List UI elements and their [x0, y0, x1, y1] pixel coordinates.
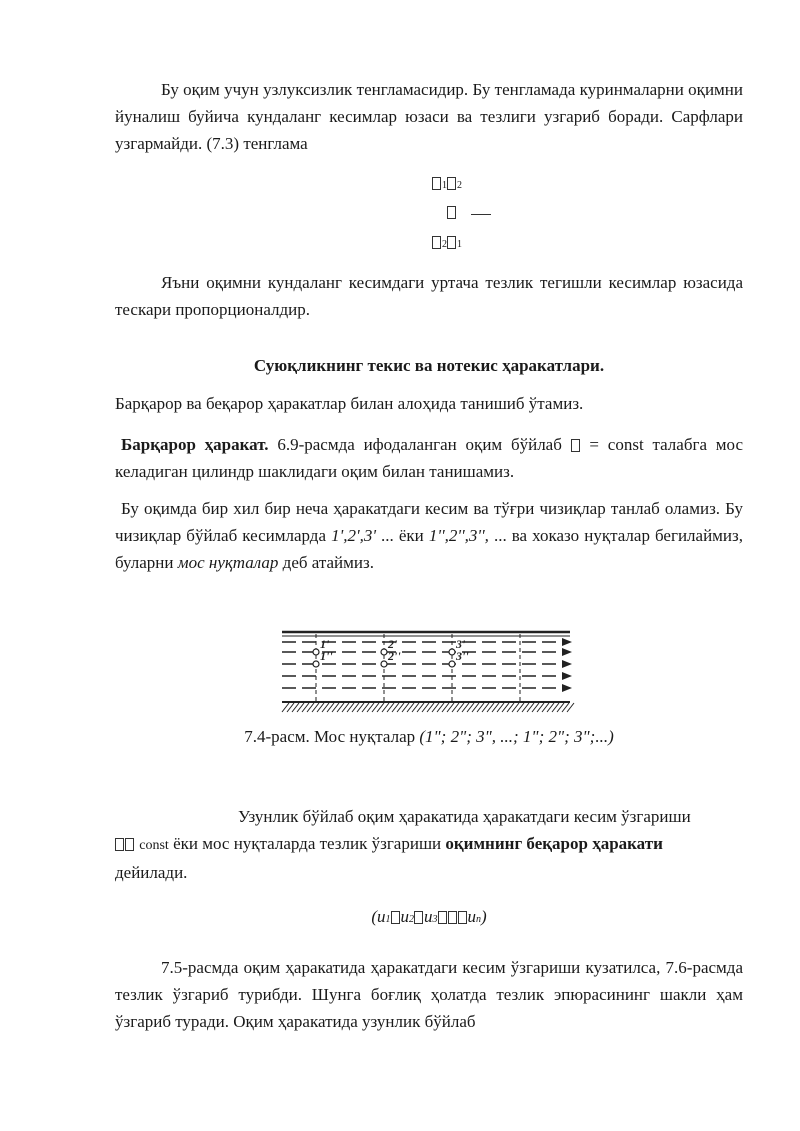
section-lines — [316, 634, 520, 702]
missing-glyph-icon — [432, 236, 441, 249]
missing-glyph-icon — [115, 838, 124, 851]
formula-numerator: 1 2 — [432, 176, 462, 193]
figure-caption: 7.4-расм. Мос нуқталар (1"; 2"; 3", ...; 1"; 2"; 3";...) — [244, 727, 614, 746]
missing-glyph-icon — [125, 838, 134, 851]
paragraph-unsteady-motion: Узунлик бўйлаб оқим ҳаракатида ҳаракатдаги кесим ўзгариши const ёки мос нуқталарда тезлик ўзгариши оқимнинг беқарор ҳаракати дейилади. — [115, 807, 691, 882]
point-label: 1'' — [320, 649, 333, 663]
missing-glyph-icon — [391, 911, 400, 924]
point-label: 1' — [320, 637, 330, 651]
bottom-hatching — [282, 703, 574, 712]
flow-arrows — [562, 638, 572, 692]
point-label: 3' — [456, 637, 466, 651]
flow-figure — [280, 628, 575, 713]
paragraph-steady-motion: Барқарор ҳаракат. 6.9-расмда ифодаланган оқим бўйлаб = const талабга мос келадиган цилиндр шаклидаги оқим билан танишамиз. — [115, 435, 743, 481]
fraction-line — [471, 214, 491, 215]
missing-glyph-icon — [447, 236, 456, 249]
paragraph-continuity: Бу оқим учун узлуксизлик тенгламасидир. Бу тенгламада куринмаларни оқимни йуналиш буйича кундаланг кесимлар юзаси ва тезлиги узгариб боради. Сарфлари узгармайди. (7.3) тенглама — [115, 80, 743, 153]
missing-glyph-icon — [438, 911, 447, 924]
formula-equals — [447, 205, 491, 222]
point-label: 2' — [388, 637, 398, 651]
formula-denominator: 2 1 — [432, 235, 462, 252]
paragraph-figures-7-5-7-6: 7.5-расмда оқим ҳаракатида ҳаракатдаги кесим ўзгариши кузатилса, 7.6-расмда тезлик ўзгариб турибди. Шунга боғлиқ ҳолатда тезлик эпюрасининг шакли ҳам ўзгариб туради. Оқим ҳаракатида узунлик бўйлаб — [115, 958, 743, 1031]
missing-glyph-icon — [447, 206, 456, 219]
missing-glyph-icon — [458, 911, 467, 924]
missing-glyph-icon — [432, 177, 441, 190]
point-label: 3'' — [456, 649, 469, 663]
missing-glyph-icon — [447, 177, 456, 190]
missing-glyph-icon — [571, 439, 580, 452]
missing-glyph-icon — [414, 911, 423, 924]
paragraph-velocity: Яъни оқимни кундаланг кесимдаги уртача тезлик тегишли кесимлар юзасида тескари пропорционалдир. — [115, 273, 743, 319]
paragraph-intro: Барқарор ва беқарор ҳаракатлар билан алоҳида танишиб ўтамиз. — [115, 394, 584, 413]
missing-glyph-icon — [448, 911, 457, 924]
paragraph-corresponding-points: Бу оқимда бир хил бир неча ҳаракатдаги кесим ва тўғри чизиқлар танлаб оламиз. Бу чизиқлар бўйлаб кесимларда 1',2',3' ... ёки 1'',2'',3'', ... ва хоказо нуқталар бегилаймиз, буларни мос нуқталар деб атаймиз. — [115, 499, 743, 572]
section-heading: Суюқликнинг текис ва нотекис ҳаракатлари. — [253, 356, 605, 375]
velocity-equation: (u1 u2 u3 un) — [371, 907, 487, 926]
point-label: 2'' — [388, 649, 401, 663]
